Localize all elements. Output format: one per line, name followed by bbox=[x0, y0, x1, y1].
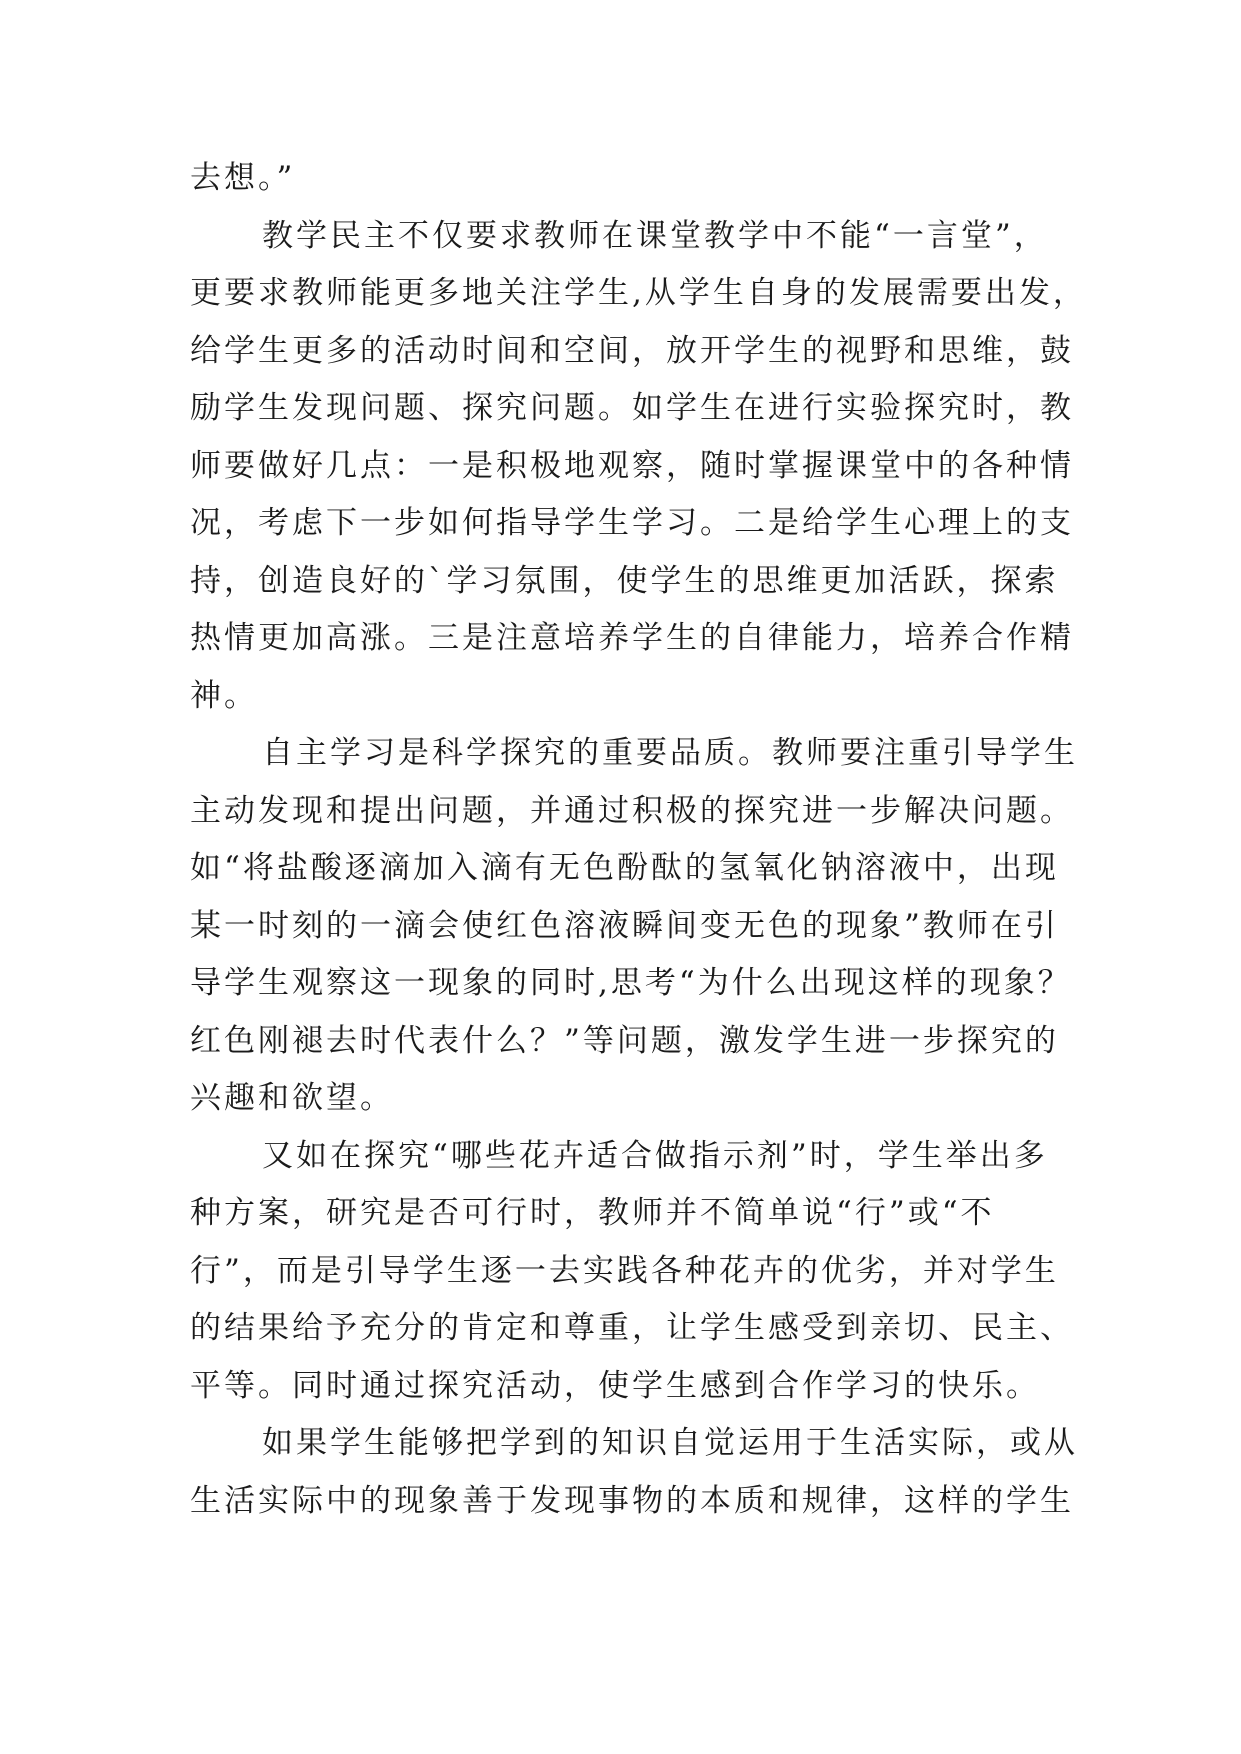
text-line: 去想。” bbox=[190, 160, 296, 196]
text-line: 导学生观察这一现象的同时,思考“为什么出现这样的现象？ bbox=[190, 965, 1072, 1001]
text-line: 师要做好几点：一是积极地观察，随时掌握课堂中的各种情 bbox=[190, 447, 1074, 484]
text-line: 又如在探究“哪些花卉适合做指示剂”时，学生举出多 bbox=[262, 1137, 1048, 1174]
text-line: 持，创造良好的`学习氛围，使学生的思维更加活跃，探索 bbox=[190, 562, 1059, 599]
text-line: 热情更加高涨。三是注意培养学生的自律能力，培养合作精 bbox=[190, 620, 1074, 656]
text-line: 行”，而是引导学生逐一去实践各种花卉的优劣，并对学生 bbox=[190, 1252, 1059, 1289]
text-line: 某一时刻的一滴会使红色溶液瞬间变无色的现象”教师在引 bbox=[190, 907, 1059, 944]
text-line: 教学民主不仅要求教师在课堂教学中不能“一言堂”， bbox=[262, 217, 1048, 254]
text-line: 如“将盐酸逐滴加入滴有无色酚酞的氢氧化钠溶液中，出现 bbox=[190, 850, 1059, 886]
text-line: 平等。同时通过探究活动，使学生感到合作学习的快乐。 bbox=[190, 1367, 1040, 1404]
text-line: 红色刚褪去时代表什么？”等问题，激发学生进一步探究的 bbox=[190, 1022, 1059, 1059]
text-line: 况，考虑下一步如何指导学生学习。二是给学生心理上的支 bbox=[190, 505, 1074, 541]
text-line: 神。 bbox=[190, 677, 258, 714]
text-line: 励学生发现问题、探究问题。如学生在进行实验探究时，教 bbox=[190, 390, 1074, 426]
text-line: 种方案，研究是否可行时，教师并不简单说“行”或“不 bbox=[190, 1195, 995, 1231]
text-line: 给学生更多的活动时间和空间，放开学生的视野和思维，鼓 bbox=[190, 332, 1074, 369]
text-line: 主动发现和提出问题，并通过积极的探究进一步解决问题。 bbox=[190, 792, 1074, 829]
text-line: 生活实际中的现象善于发现事物的本质和规律，这样的学生 bbox=[190, 1482, 1074, 1519]
document-body bbox=[190, 150, 1087, 1530]
text-line: 兴趣和欲望。 bbox=[190, 1080, 394, 1116]
text-line: 的结果给予充分的肯定和尊重，让学生感受到亲切、民主、 bbox=[190, 1310, 1074, 1346]
text-line: 自主学习是科学探究的重要品质。教师要注重引导学生 bbox=[262, 735, 1078, 771]
text-line: 更要求教师能更多地关注学生,从学生自身的发展需要出发， bbox=[190, 275, 1087, 311]
text-line: 如果学生能够把学到的知识自觉运用于生活实际，或从 bbox=[262, 1425, 1078, 1461]
